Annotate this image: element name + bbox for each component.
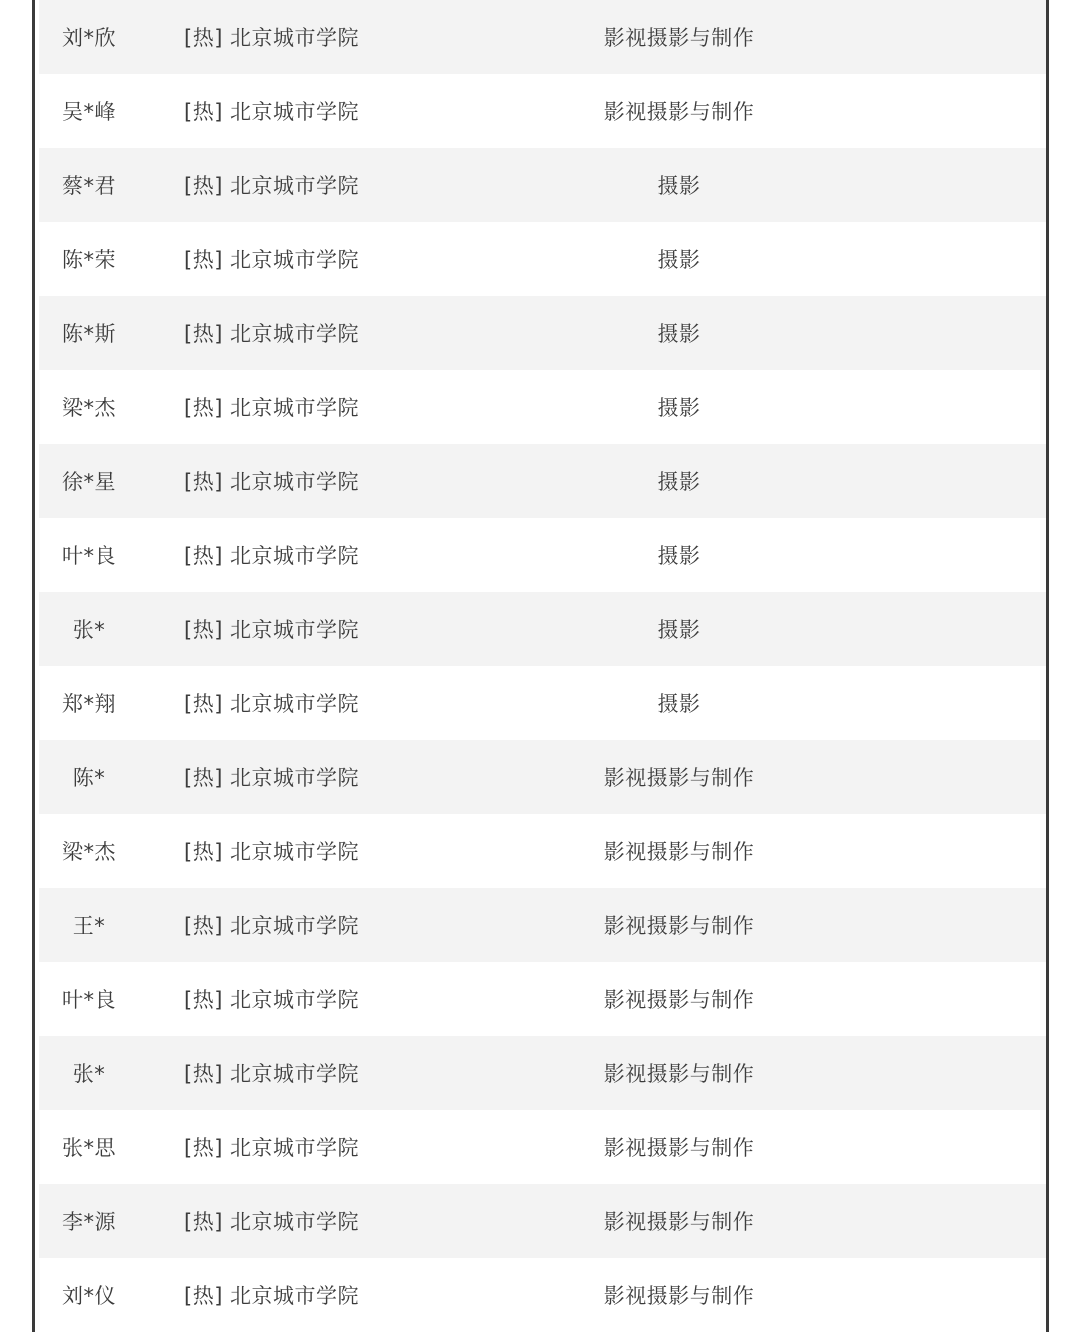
student-name-cell: 陈*荣 (62, 248, 116, 272)
table-row (39, 444, 1046, 518)
school-cell: [热] 北京城市学院 (184, 470, 360, 494)
major-cell: 影视摄影与制作 (603, 766, 755, 790)
student-name-cell: 张* (72, 618, 106, 642)
table-row (39, 518, 1046, 592)
student-name-cell: 李*源 (62, 1210, 116, 1234)
major-cell: 影视摄影与制作 (603, 1210, 755, 1234)
table-row (39, 814, 1046, 888)
major-cell: 影视摄影与制作 (603, 26, 755, 50)
school-cell: [热] 北京城市学院 (184, 988, 360, 1012)
student-name-cell: 吴*峰 (62, 100, 116, 124)
table-row (39, 1110, 1046, 1184)
major-cell: 摄影 (657, 396, 701, 420)
table-row (39, 1258, 1046, 1332)
major-cell: 影视摄影与制作 (603, 1136, 755, 1160)
major-cell: 摄影 (657, 470, 701, 494)
student-name-cell: 陈* (72, 766, 106, 790)
student-name-cell: 叶*良 (62, 988, 116, 1012)
school-cell: [热] 北京城市学院 (184, 396, 360, 420)
table-row (39, 74, 1046, 148)
student-name-cell: 梁*杰 (62, 840, 116, 864)
major-cell: 摄影 (657, 174, 701, 198)
student-name-cell: 郑*翔 (62, 692, 116, 716)
table-row (39, 962, 1046, 1036)
student-name-cell: 叶*良 (62, 544, 116, 568)
table-row (39, 740, 1046, 814)
admission-list-table (32, 0, 1049, 1332)
student-name-cell: 刘*仪 (62, 1284, 116, 1308)
table-row (39, 666, 1046, 740)
school-cell: [热] 北京城市学院 (184, 914, 360, 938)
major-cell: 摄影 (657, 248, 701, 272)
school-cell: [热] 北京城市学院 (184, 26, 360, 50)
school-cell: [热] 北京城市学院 (184, 1284, 360, 1308)
table-row (39, 0, 1046, 74)
major-cell: 摄影 (657, 618, 701, 642)
school-cell: [热] 北京城市学院 (184, 1062, 360, 1086)
school-cell: [热] 北京城市学院 (184, 544, 360, 568)
table-row (39, 1036, 1046, 1110)
student-name-cell: 刘*欣 (62, 26, 116, 50)
school-cell: [热] 北京城市学院 (184, 840, 360, 864)
table-row (39, 148, 1046, 222)
major-cell: 影视摄影与制作 (603, 914, 755, 938)
school-cell: [热] 北京城市学院 (184, 1136, 360, 1160)
school-cell: [热] 北京城市学院 (184, 1210, 360, 1234)
table-row (39, 888, 1046, 962)
major-cell: 摄影 (657, 322, 701, 346)
student-name-cell: 张*思 (62, 1136, 116, 1160)
table-row (39, 370, 1046, 444)
student-name-cell: 梁*杰 (62, 396, 116, 420)
student-name-cell: 陈*斯 (62, 322, 116, 346)
table-row (39, 1184, 1046, 1258)
major-cell: 影视摄影与制作 (603, 1284, 755, 1308)
school-cell: [热] 北京城市学院 (184, 174, 360, 198)
major-cell: 摄影 (657, 544, 701, 568)
major-cell: 影视摄影与制作 (603, 100, 755, 124)
table-row (39, 296, 1046, 370)
major-cell: 影视摄影与制作 (603, 840, 755, 864)
student-name-cell: 王* (72, 914, 106, 938)
table-row (39, 222, 1046, 296)
major-cell: 影视摄影与制作 (603, 988, 755, 1012)
school-cell: [热] 北京城市学院 (184, 322, 360, 346)
school-cell: [热] 北京城市学院 (184, 100, 360, 124)
student-name-cell: 蔡*君 (62, 174, 116, 198)
student-name-cell: 张* (72, 1062, 106, 1086)
major-cell: 摄影 (657, 692, 701, 716)
major-cell: 影视摄影与制作 (603, 1062, 755, 1086)
school-cell: [热] 北京城市学院 (184, 766, 360, 790)
school-cell: [热] 北京城市学院 (184, 692, 360, 716)
student-name-cell: 徐*星 (62, 470, 116, 494)
school-cell: [热] 北京城市学院 (184, 248, 360, 272)
school-cell: [热] 北京城市学院 (184, 618, 360, 642)
table-row (39, 592, 1046, 666)
